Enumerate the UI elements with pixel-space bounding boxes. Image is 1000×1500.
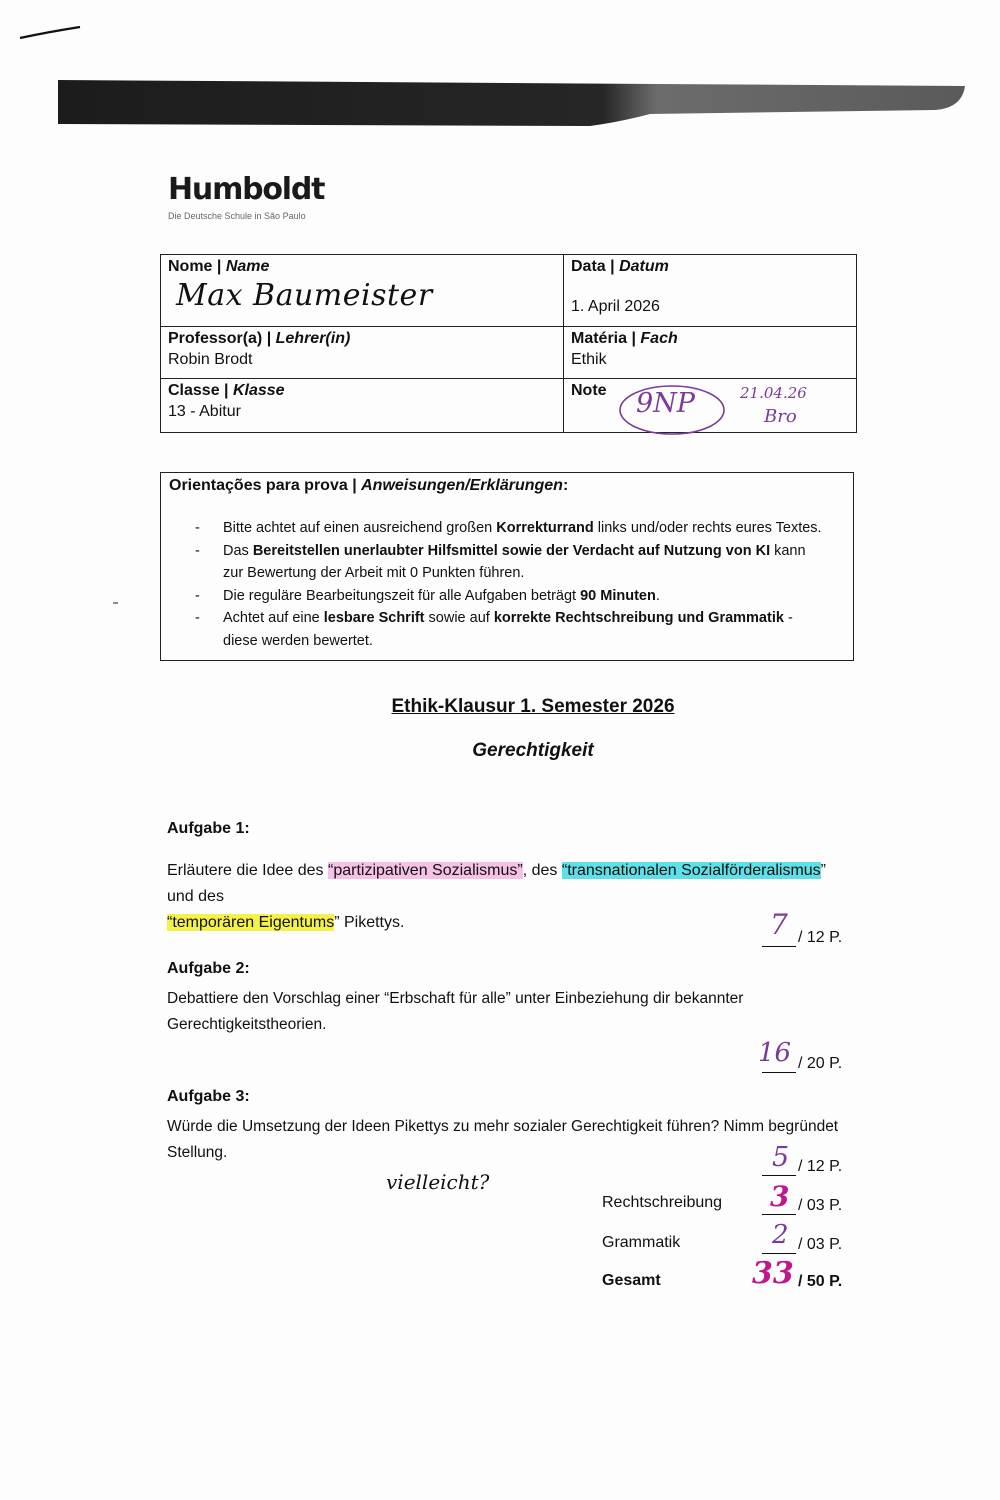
- task-2-text: Debattiere den Vorschlag einer “Erbschaft für alle” unter Einbeziehung dir bekannter Gerechtigkeitstheorien.: [167, 990, 744, 1033]
- task-1-heading: Aufgabe 1:: [167, 820, 250, 837]
- spelling-points-handwritten: 3: [770, 1180, 790, 1213]
- stray-dot-mark: [112, 600, 122, 606]
- date-value: 1. April 2026: [571, 298, 660, 315]
- task-3-score: / 12 P.: [762, 1157, 842, 1176]
- subject-value: Ethik: [571, 351, 607, 368]
- school-logo: [168, 172, 324, 221]
- task-2-score: / 20 P.: [762, 1054, 842, 1073]
- instruction-item: - Achtet auf eine lesbare Schrift sowie auf korrekte Rechtschreibung und Grammatik - diese werden bewertet.: [195, 610, 793, 649]
- scan-shadow-bar: [0, 0, 1000, 140]
- task-2-heading: Aufgabe 2:: [167, 960, 250, 977]
- instructions-list: [195, 517, 823, 652]
- exam-title: Ethik-Klausur 1. Semester 2026: [391, 696, 675, 717]
- spelling-score: / 03 P.: [762, 1196, 842, 1215]
- logo-subtitle: Die Deutsche Schule in São Paulo: [168, 211, 306, 221]
- teacher-label: Professor(a) | Lehrer(in): [168, 330, 351, 347]
- subject-label: Matéria | Fach: [571, 330, 678, 347]
- total-points-handwritten: 33: [752, 1256, 794, 1291]
- date-label: Data | Datum: [571, 258, 669, 275]
- task-3-heading: Aufgabe 3:: [167, 1088, 250, 1105]
- class-label: Classe | Klasse: [168, 382, 285, 399]
- total-label: Gesamt: [602, 1272, 661, 1289]
- instruction-item: - Das Bereitstellen unerlaubter Hilfsmittel sowie der Verdacht auf Nutzung von KI kann zur Bewertung der Arbeit mit 0 Punkten führen.: [195, 542, 806, 581]
- highlight-yellow: “temporären Eigentums: [167, 914, 335, 931]
- grade-initials-handwritten: Bro: [764, 406, 797, 427]
- logo-title: Humboldt: [168, 172, 325, 207]
- instruction-item: - Die reguläre Bearbeitungszeit für alle Aufgaben beträgt 90 Minuten.: [195, 587, 660, 604]
- grade-handwritten: 9NP: [636, 388, 695, 419]
- instructions-title: Orientações para prova | Anweisungen/Erklärungen:: [169, 477, 569, 494]
- instructions-box: [160, 472, 854, 661]
- class-cell: [161, 379, 564, 433]
- grammar-score: / 03 P.: [762, 1235, 842, 1254]
- date-cell: [564, 255, 857, 327]
- task-3-comment-handwritten: vielleicht?: [386, 1170, 490, 1194]
- task-1-score: / 12 P.: [762, 928, 842, 947]
- grade-date-handwritten: 21.04.26: [740, 384, 807, 402]
- task-2-points-handwritten: 16: [758, 1038, 792, 1068]
- task-1-points-handwritten: 7: [770, 908, 788, 941]
- grammar-points-handwritten: 2: [772, 1220, 789, 1250]
- spelling-label: Rechtschreibung: [602, 1194, 723, 1211]
- subject-cell: [564, 327, 857, 379]
- total-score: / 50 P.: [798, 1273, 843, 1290]
- task-3-points-handwritten: 5: [772, 1142, 790, 1173]
- task-3-text: Würde die Umsetzung der Ideen Pikettys zu mehr sozialer Gerechtigkeit führen? Nimm begründet Stellung.: [167, 1118, 839, 1161]
- name-label: Nome | Name: [168, 258, 270, 275]
- name-handwritten: Max Baumeister: [176, 278, 433, 313]
- name-cell: [161, 255, 564, 327]
- teacher-value: Robin Brodt: [168, 351, 253, 368]
- instruction-item: - Bitte achtet auf einen ausreichend großen Korrekturrand links und/oder rechts eures Textes.: [195, 520, 822, 536]
- student-info-table: [160, 254, 857, 433]
- exam-subtitle: Gerechtigkeit: [472, 740, 594, 761]
- task-1-text: Erläutere die Idee des “partizipativen Sozialismus”, des “transnationalen Sozialförderalismus” und des “temporären Eigentums” Pikettys.: [167, 862, 826, 931]
- grade-label: Note: [571, 382, 607, 399]
- highlight-pink: “partizipativen Sozialismus”: [328, 862, 523, 879]
- class-value: 13 - Abitur: [168, 403, 241, 420]
- teacher-cell: [161, 327, 564, 379]
- highlight-cyan: “transnationalen Sozialförderalismus: [561, 862, 821, 879]
- grammar-label: Grammatik: [602, 1234, 681, 1251]
